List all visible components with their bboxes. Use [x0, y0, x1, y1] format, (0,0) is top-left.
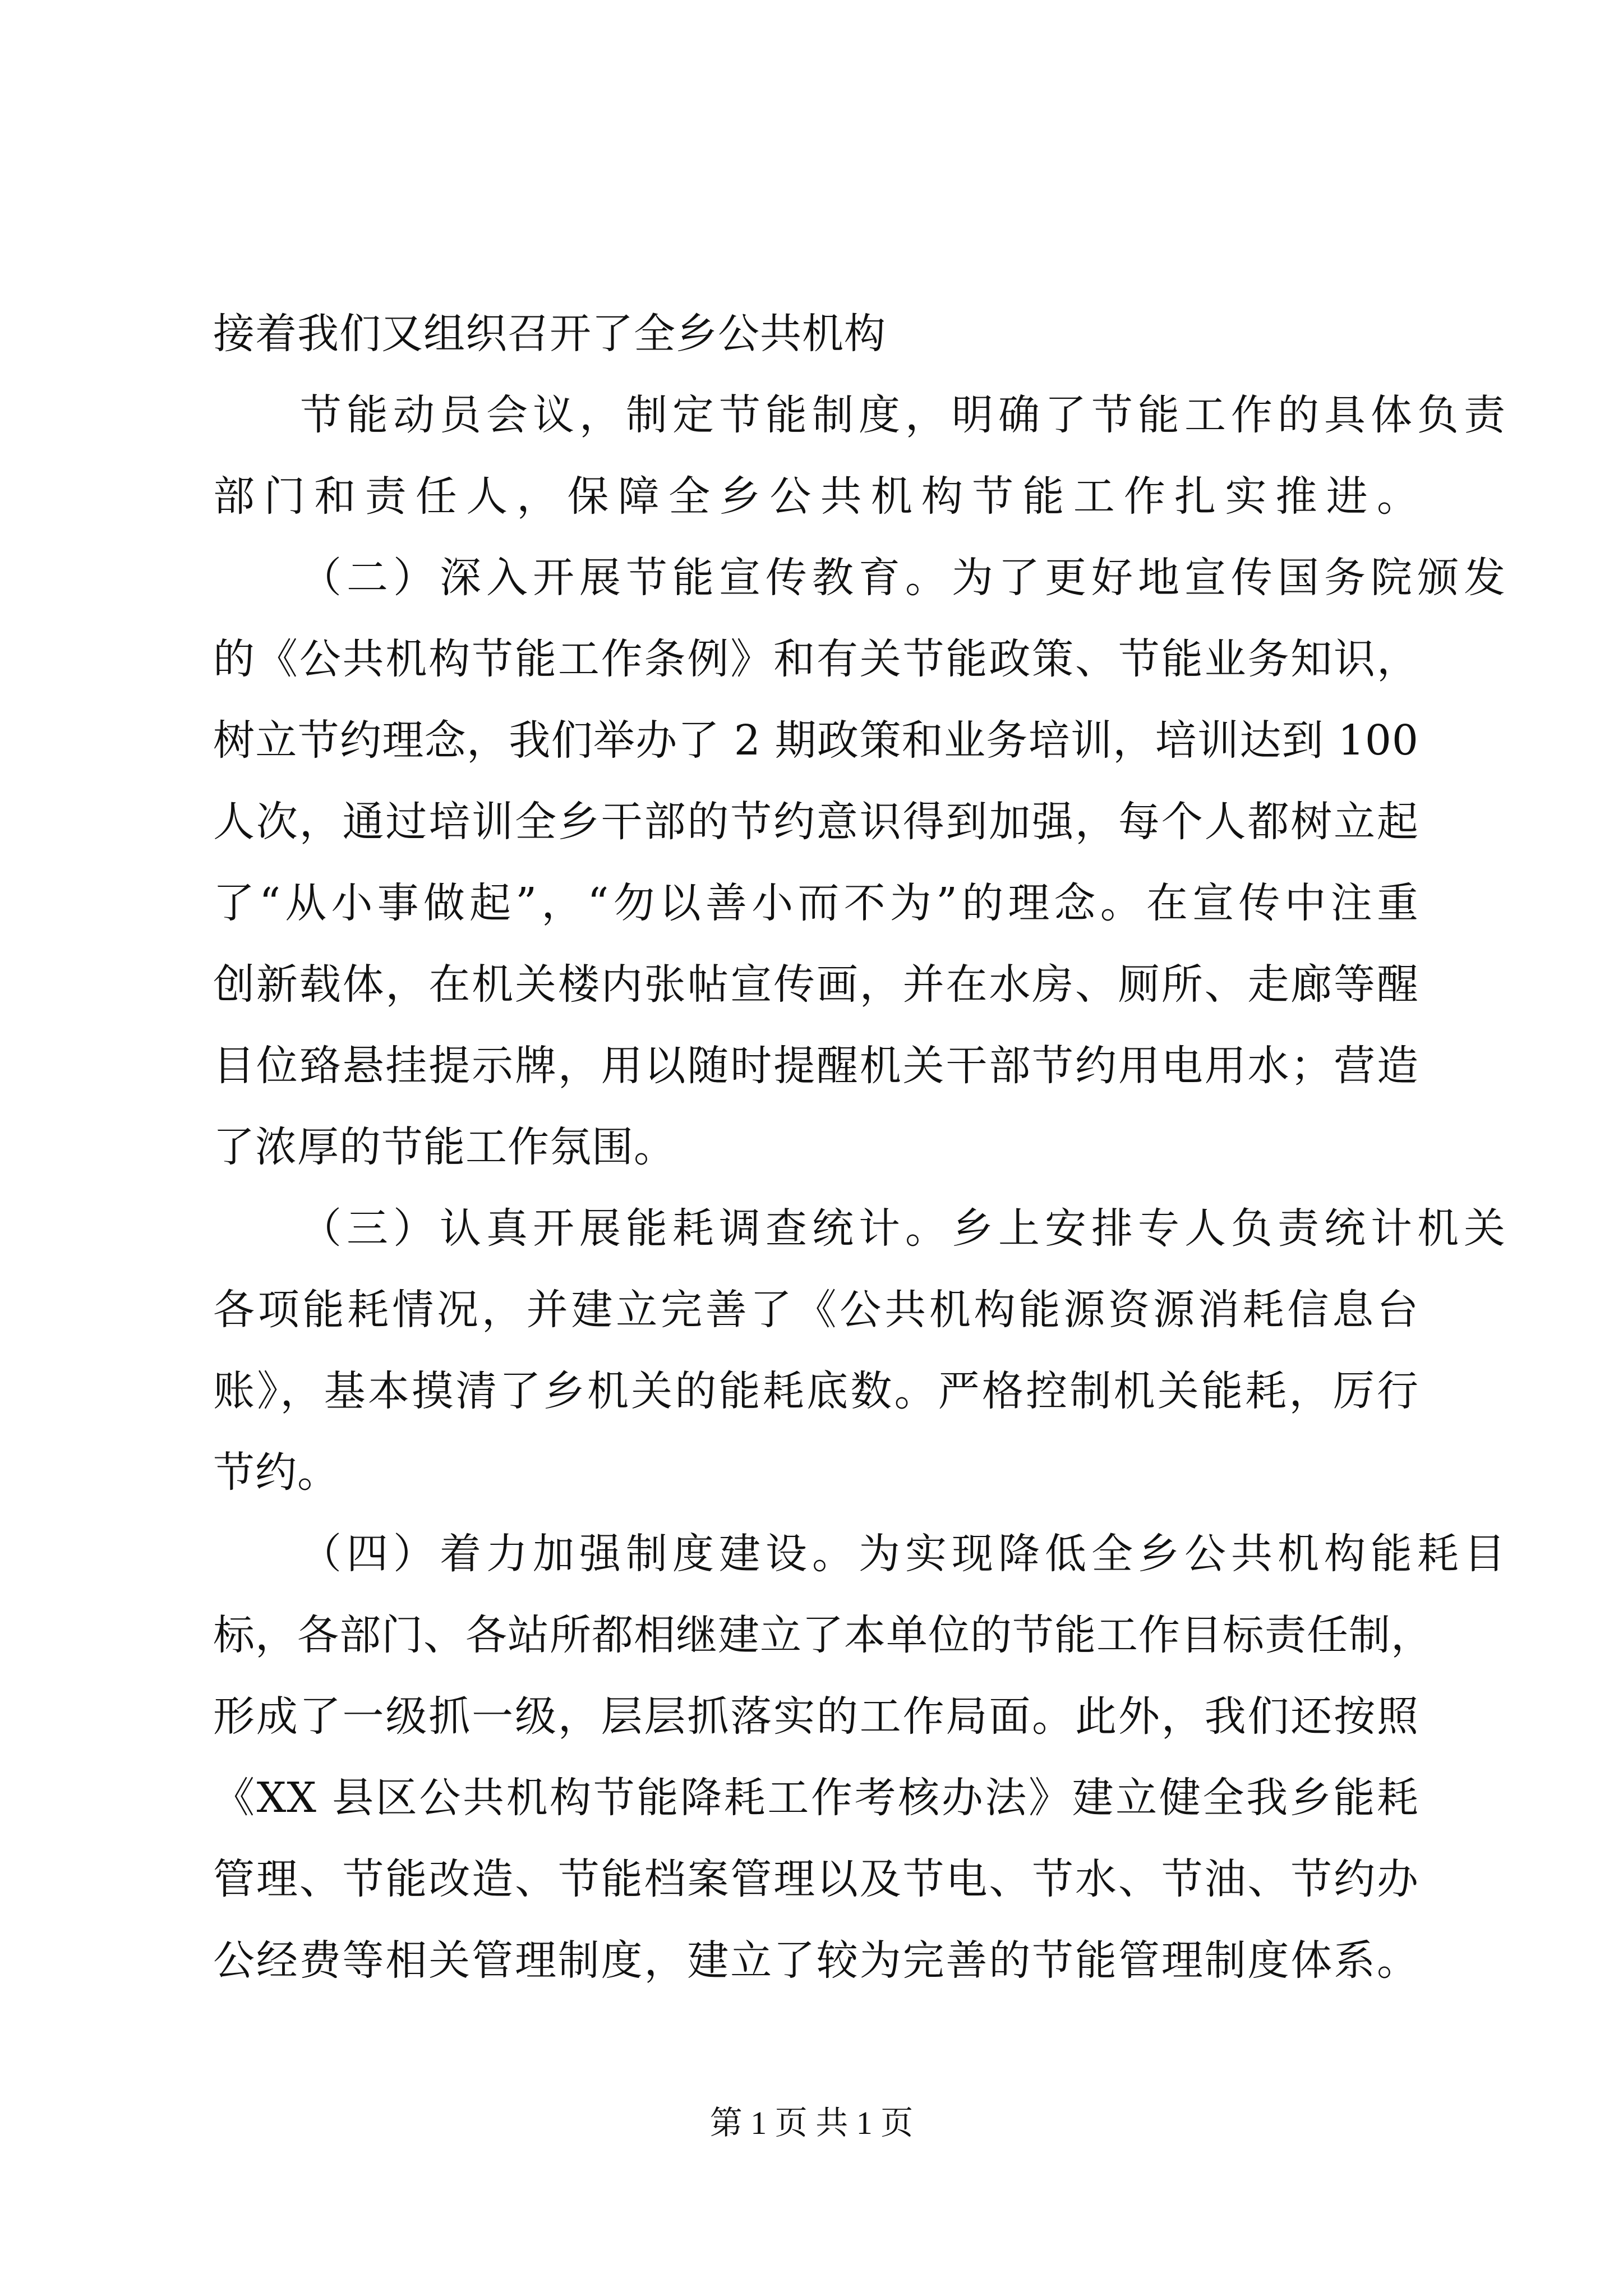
text-line-21: 公经费等相关管理制度，建立了较为完善的节能管理制度体系。 — [213, 1936, 1419, 1985]
text-line-15: 节约。 — [213, 1448, 339, 1497]
text-line-5: 的《公共机构节能工作条例》和有关节能政策、节能业务知识， — [213, 635, 1419, 683]
text-line-1: 接着我们又组织召开了全乡公共机构 — [213, 310, 886, 358]
text-line-7: 人次，通过培训全乡干部的节约意识得到加强，每个人都树立起 — [213, 798, 1419, 846]
text-line-11: 了浓厚的节能工作氛围。 — [213, 1123, 676, 1171]
text-line-2: 节能动员会议，制定节能制度，明确了节能工作的具体负责 — [300, 391, 1506, 439]
text-line-19: 《XX 县区公共机构节能降耗工作考核办法》建立健全我乡能耗 — [213, 1774, 1419, 1822]
text-line-16: （四）着力加强制度建设。为实现降低全乡公共机构能耗目 — [300, 1530, 1506, 1578]
text-line-10: 目位臵悬挂提示牌，用以随时提醒机关干部节约用电用水；营造 — [213, 1042, 1419, 1090]
text-line-18: 形成了一级抓一级，层层抓落实的工作局面。此外，我们还按照 — [213, 1692, 1419, 1741]
text-line-9: 创新载体，在机关楼内张帖宣传画，并在水房、厕所、走廊等醒 — [213, 960, 1419, 1009]
page-footer: 第 1 页 共 1 页 — [709, 2105, 914, 2141]
text-line-13: 各项能耗情况，并建立完善了《公共机构能源资源消耗信息台 — [213, 1286, 1419, 1334]
text-line-12: （三）认真开展能耗调查统计。乡上安排专人负责统计机关 — [300, 1204, 1506, 1253]
text-line-14: 账》，基本摸清了乡机关的能耗底数。严格控制机关能耗，厉行 — [213, 1367, 1419, 1415]
text-line-8: 了“从小事做起”，“勿以善小而不为”的理念。在宣传中注重 — [213, 879, 1419, 927]
text-line-6: 树立节约理念，我们举办了 2 期政策和业务培训，培训达到 100 — [213, 716, 1419, 765]
text-line-4: （二）深入开展节能宣传教育。为了更好地宣传国务院颁发 — [300, 554, 1506, 602]
text-line-17: 标，各部门、各站所都相继建立了本单位的节能工作目标责任制， — [213, 1611, 1433, 1659]
text-line-20: 管理、节能改造、节能档案管理以及节电、节水、节油、节约办 — [213, 1855, 1419, 1903]
text-line-3: 部门和责任人，保障全乡公共机构节能工作扎实推进。 — [213, 472, 1419, 521]
